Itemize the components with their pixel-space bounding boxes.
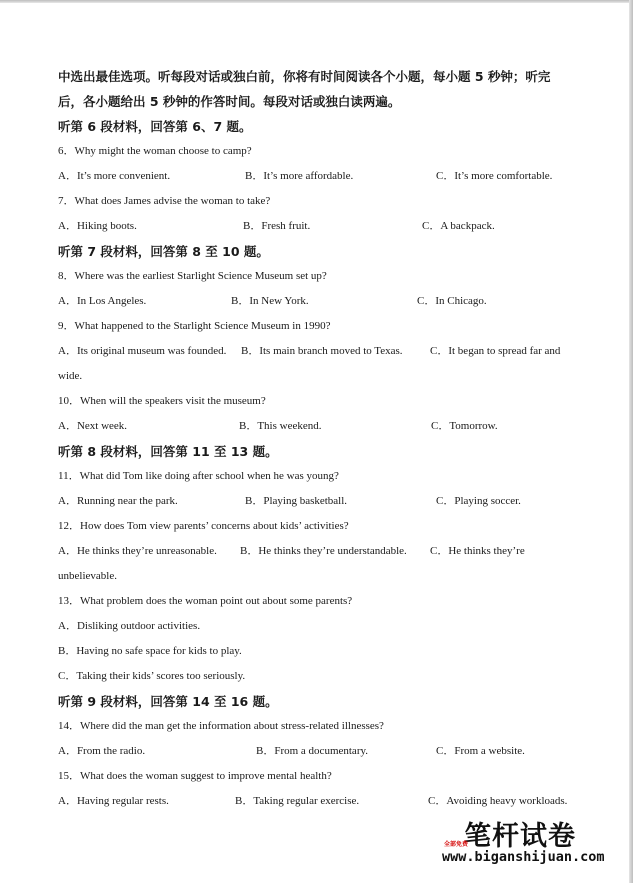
options-7 (58, 214, 578, 239)
option-14b: B．From a documentary. (256, 745, 369, 757)
section-heading-7: 听第 7 段材料，回答第 8 至 10 题。 (58, 244, 269, 259)
options-15 (58, 789, 578, 814)
instructions (58, 64, 578, 114)
options-6 (58, 164, 578, 189)
option-13c: C．Taking their kids’ scores too seriously. (58, 670, 246, 682)
watermark-tag: 全部免费 (444, 841, 469, 848)
question-14: 14．Where did the man get the information about stress-related illnesses? (58, 720, 384, 732)
option-9b: B．Its main branch moved to Texas. (241, 345, 403, 357)
option-10b: B．This weekend. (239, 420, 322, 432)
option-9a: A．Its original museum was founded. (58, 345, 227, 357)
question-11: 11．What did Tom like doing after school when he was young? (58, 470, 339, 482)
option-6b: B．It’s more affordable. (245, 170, 354, 182)
option-13b: B．Having no safe space for kids to play. (58, 645, 242, 657)
question-8: 8．Where was the earliest Starlight Science Museum set up? (58, 270, 327, 282)
option-15c: C．Avoiding heavy workloads. (428, 795, 568, 807)
options-9 (58, 339, 578, 364)
watermark-url[interactable]: www.biganshijuan.com (442, 849, 605, 865)
option-10c: C．Tomorrow. (431, 420, 498, 432)
question-9: 9．What happened to the Starlight Science Museum in 1990? (58, 320, 331, 332)
question-6: 6．Why might the woman choose to camp? (58, 145, 252, 157)
option-13a: A．Disliking outdoor activities. (58, 620, 201, 632)
question-10: 10．When will the speakers visit the museum? (58, 395, 266, 407)
options-11 (58, 489, 578, 514)
option-7b: B．Fresh fruit. (243, 220, 311, 232)
exam-page-content (58, 64, 578, 814)
options-12 (58, 539, 578, 564)
options-10 (58, 414, 578, 439)
option-8c: C．In Chicago. (417, 295, 487, 307)
option-11c: C．Playing soccer. (436, 495, 521, 507)
option-12c-continued: unbelievable. (58, 570, 117, 582)
option-15b: B．Taking regular exercise. (235, 795, 360, 807)
page-edge-right (629, 0, 633, 883)
option-9c-continued: wide. (58, 370, 83, 382)
option-14c: C．From a website. (436, 745, 525, 757)
option-6a: A．It’s more convenient. (58, 170, 171, 182)
option-14a: A．From the radio. (58, 745, 146, 757)
section-heading-8: 听第 8 段材料，回答第 11 至 13 题。 (58, 444, 278, 459)
options-14 (58, 739, 578, 764)
option-8b: B．In New York. (231, 295, 309, 307)
question-13: 13．What problem does the woman point out about some parents? (58, 595, 353, 607)
instructions-line-2: 后，各小题给出 5 秒钟的作答时间。每段对话或独白读两遍。 (58, 94, 401, 109)
option-15a: A．Having regular rests. (58, 795, 169, 807)
option-11a: A．Running near the park. (58, 495, 178, 507)
section-heading-9: 听第 9 段材料，回答第 14 至 16 题。 (58, 694, 278, 709)
option-10a: A．Next week. (58, 420, 128, 432)
question-15: 15．What does the woman suggest to improve mental health? (58, 770, 332, 782)
question-7: 7．What does James advise the woman to take? (58, 195, 271, 207)
site-watermark[interactable] (442, 814, 605, 870)
option-12b: B．He thinks they’re understandable. (240, 545, 407, 557)
section-heading-6: 听第 6 段材料，回答第 6、7 题。 (58, 119, 252, 134)
options-8 (58, 289, 578, 314)
option-12a: A．He thinks they’re unreasonable. (58, 545, 217, 557)
option-6c: C．It’s more comfortable. (436, 170, 553, 182)
watermark-title: 笔杆试卷 (464, 821, 576, 852)
page-edge-top (0, 0, 633, 3)
option-9c: C．It began to spread far and (430, 345, 561, 357)
option-7a: A．Hiking boots. (58, 220, 137, 232)
instructions-line-1: 中选出最佳选项。听每段对话或独白前，你将有时间阅读各个小题，每小题 5 秒钟；听完 (58, 69, 551, 84)
question-12: 12．How does Tom view parents’ concerns about kids’ activities? (58, 520, 349, 532)
option-11b: B．Playing basketball. (245, 495, 348, 507)
option-8a: A．In Los Angeles. (58, 295, 147, 307)
option-7c: C．A backpack. (422, 220, 495, 232)
option-12c: C．He thinks they’re (430, 545, 525, 557)
